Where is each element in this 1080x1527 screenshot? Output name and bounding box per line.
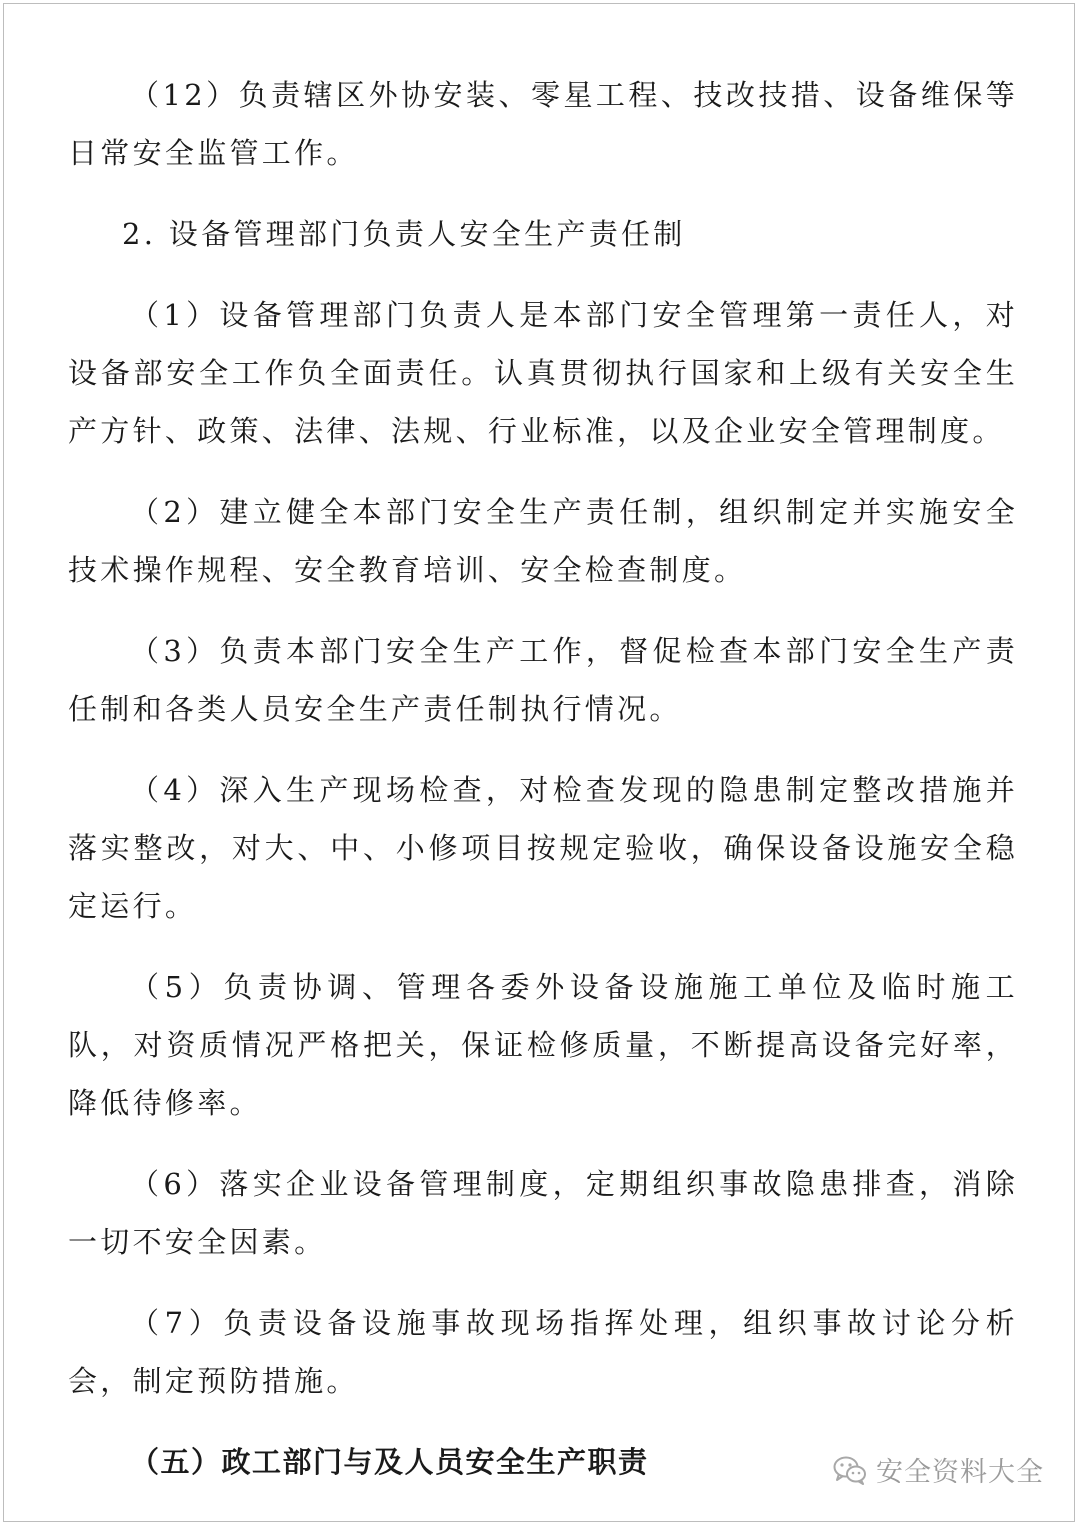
paragraph-item-3: （3）负责本部门安全生产工作，督促检查本部门安全生产责任制和各类人员安全生产责任制执行情况。 (68, 634, 1018, 726)
watermark (832, 1450, 1044, 1489)
wechat-icon (832, 1455, 868, 1485)
paragraph-item-6: （6）落实企业设备管理制度，定期组织事故隐患排查，消除一切不安全因素。 (68, 1167, 1018, 1259)
paragraph-item-1: （1）设备管理部门负责人是本部门安全管理第一责任人，对设备部安全工作负全面责任。认真贯彻执行国家和上级有关安全生产方针、政策、法律、法规、行业标准，以及企业安全管理制度。 (68, 298, 1018, 448)
watermark-text: 安全资料大全 (876, 1457, 1044, 1488)
paragraph-item-2: （2）建立健全本部门安全生产责任制，组织制定并实施安全技术操作规程、安全教育培训、安全检查制度。 (68, 495, 1018, 587)
subheading-equipment-dept-head: 2. 设备管理部门负责人安全生产责任制 (122, 217, 686, 251)
paragraph-item-4: （4）深入生产现场检查，对检查发现的隐患制定整改措施并落实整改，对大、中、小修项目按规定验收，确保设备设施安全稳定运行。 (68, 773, 1018, 923)
section-heading-5: （五）政工部门与及人员安全生产职责 (130, 1445, 649, 1479)
paragraph-item-5: （5）负责协调、管理各委外设备设施施工单位及临时施工队，对资质情况严格把关，保证检修质量，不断提高设备完好率，降低待修率。 (68, 970, 1018, 1120)
paragraph-item-7: （7）负责设备设施事故现场指挥处理，组织事故讨论分析会，制定预防措施。 (68, 1306, 1018, 1398)
document-body (68, 66, 1018, 1491)
paragraph-item-12: （12）负责辖区外协安装、零星工程、技改技措、设备维保等日常安全监管工作。 (68, 78, 1018, 170)
